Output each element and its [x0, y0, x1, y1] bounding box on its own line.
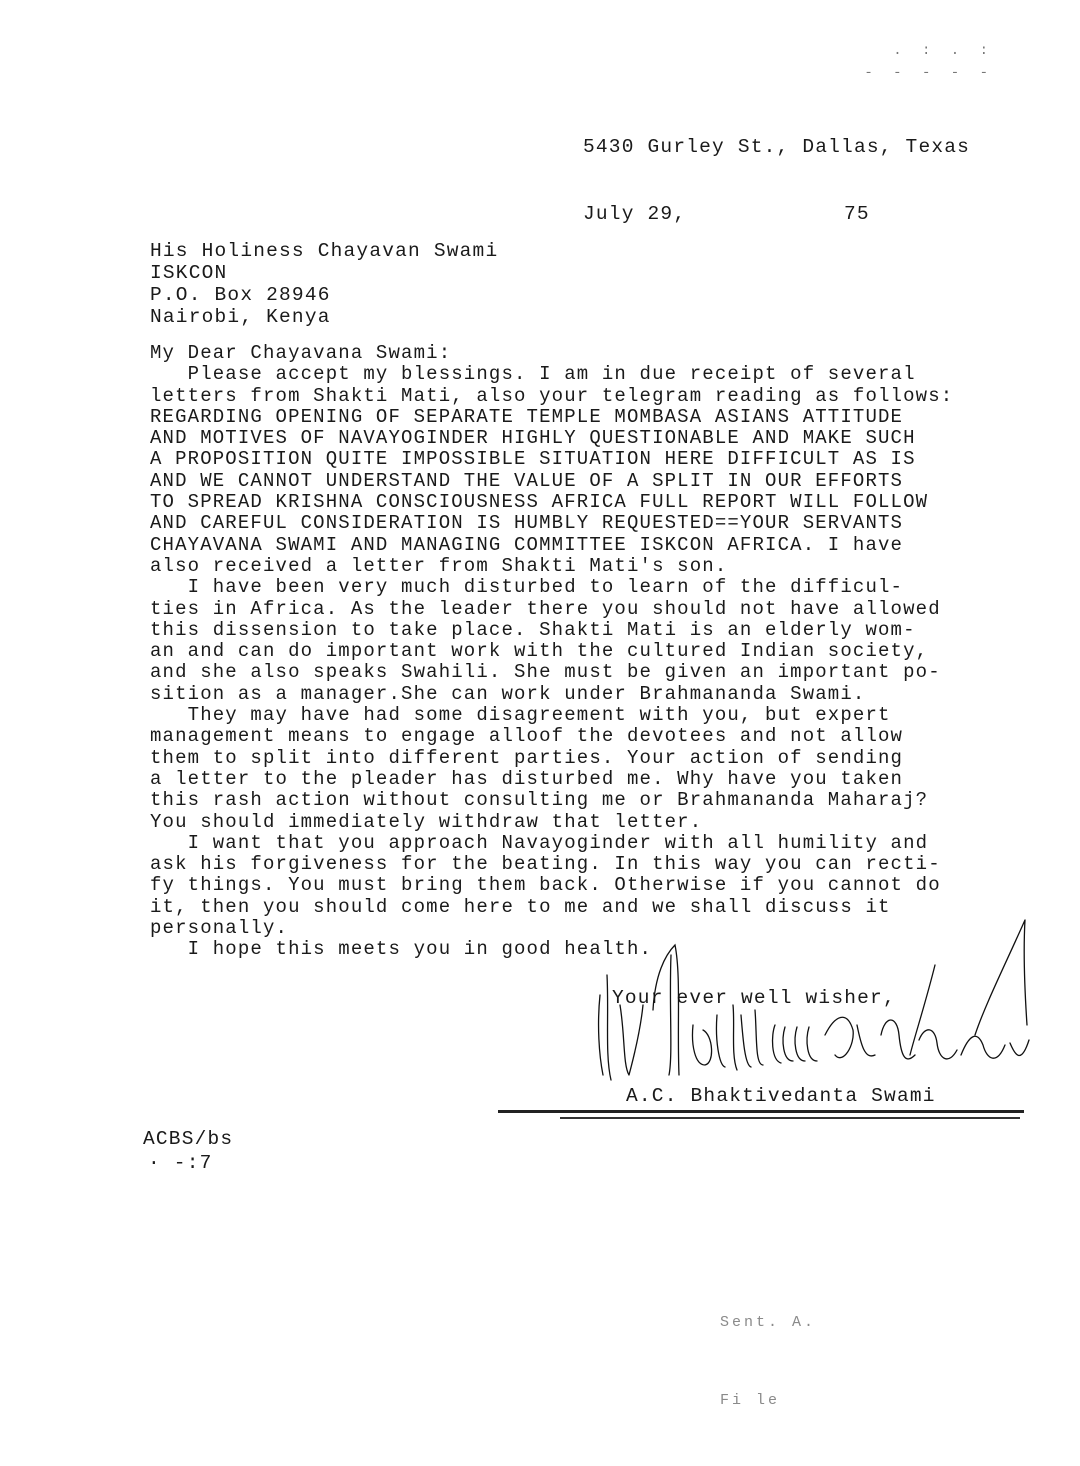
telegram-line: AND MOTIVES OF NAVAYOGINDER HIGHLY QUESTIONABLE AND MAKE SUCH [150, 427, 916, 450]
body-line: I want that you approach Navayoginder with all humility and [150, 831, 929, 854]
recipient-line: ISKCON [150, 262, 228, 284]
salutation: My Dear Chayavana Swami: [150, 342, 452, 364]
body-line: this dissension to take place. Shakti Mati is an elderly wom- [150, 618, 916, 641]
body-line: fy things. You must bring them back. Otherwise if you cannot do [150, 874, 941, 897]
corner-dots: . : . : [893, 43, 994, 59]
corner-dashes: - - - - - [864, 65, 994, 81]
body-line: I have been very much disturbed to learn of the difficul- [150, 576, 904, 599]
stamp-line: Fi le [720, 1392, 781, 1409]
letter-body [150, 343, 953, 961]
body-line: this rash action without consulting me or Brahmananda Maharaj? [150, 789, 929, 812]
body-line: it, then you should come here to me and we shall discuss it [150, 895, 891, 918]
faded-stamp [720, 1258, 816, 1466]
recipient-block [150, 240, 498, 328]
recipient-line: His Holiness Chayavan Swami [150, 240, 499, 262]
body-line: ties in Africa. As the leader there you should not have allowed [150, 597, 941, 620]
reference-initials: ACBS/bs [143, 1128, 234, 1150]
handwritten-signature [585, 915, 1035, 1090]
signer-name: A.C. Bhaktivedanta Swami [626, 1085, 936, 1107]
letter-year: 75 [844, 203, 870, 225]
body-line: ask his forgiveness for the beating. In this way you can recti- [150, 853, 941, 876]
recipient-line: Nairobi, Kenya [150, 306, 331, 328]
body-line: also received a letter from Shakti Mati's son. [150, 554, 728, 577]
body-line: management means to engage alloof the devotees and not allow [150, 725, 904, 748]
closing: Your ever well wisher, [612, 987, 896, 1009]
telegram-line: AND CAREFUL CONSIDERATION IS HUMBLY REQUESTED==YOUR SERVANTS [150, 512, 904, 535]
corner-marks [864, 40, 994, 84]
body-line: letters from Shakti Mati, also your telegram reading as follows: [150, 384, 954, 407]
signature-rule-lower [560, 1117, 1020, 1119]
stamp-line: Sent. A. [720, 1314, 817, 1331]
telegram-line: TO SPREAD KRISHNA CONSCIOUSNESS AFRICA FULL REPORT WILL FOLLOW [150, 491, 929, 514]
body-line: personally. [150, 917, 289, 940]
body-line: I hope this meets you in good health. [150, 938, 653, 961]
signature-rule [498, 1110, 1024, 1113]
recipient-line: P.O. Box 28946 [150, 284, 331, 306]
telegram-line: REGARDING OPENING OF SEPARATE TEMPLE MOMBASA ASIANS ATTITUDE [150, 405, 904, 428]
telegram-line: A PROPOSITION QUITE IMPOSSIBLE SITUATION HERE DIFFICULT AS IS [150, 448, 916, 471]
reference-mark: · -:7 [148, 1152, 213, 1174]
body-line: They may have had some disagreement with you, but expert [150, 704, 891, 727]
telegram-line: CHAYAVANA SWAMI AND MANAGING COMMITTEE ISKCON AFRICA. I have [150, 533, 904, 556]
body-line: and she also speaks Swahili. She must be given an important po- [150, 661, 941, 684]
sender-address: 5430 Gurley St., Dallas, Texas [583, 136, 971, 158]
body-line: a letter to the pleader has disturbed me. Why have you taken [150, 767, 904, 790]
body-line: sition as a manager.She can work under Brahmananda Swami. [150, 682, 866, 705]
telegram-line: AND WE CANNOT UNDERSTAND THE VALUE OF A SPLIT IN OUR EFFORTS [150, 469, 904, 492]
letter-date: July 29, [583, 203, 687, 225]
body-line: them to split into different parties. Your action of sending [150, 746, 904, 769]
body-line: You should immediately withdraw that letter. [150, 810, 703, 833]
body-line: Please accept my blessings. I am in due receipt of several [150, 363, 916, 386]
body-line: an and can do important work with the cultured Indian society, [150, 640, 929, 663]
